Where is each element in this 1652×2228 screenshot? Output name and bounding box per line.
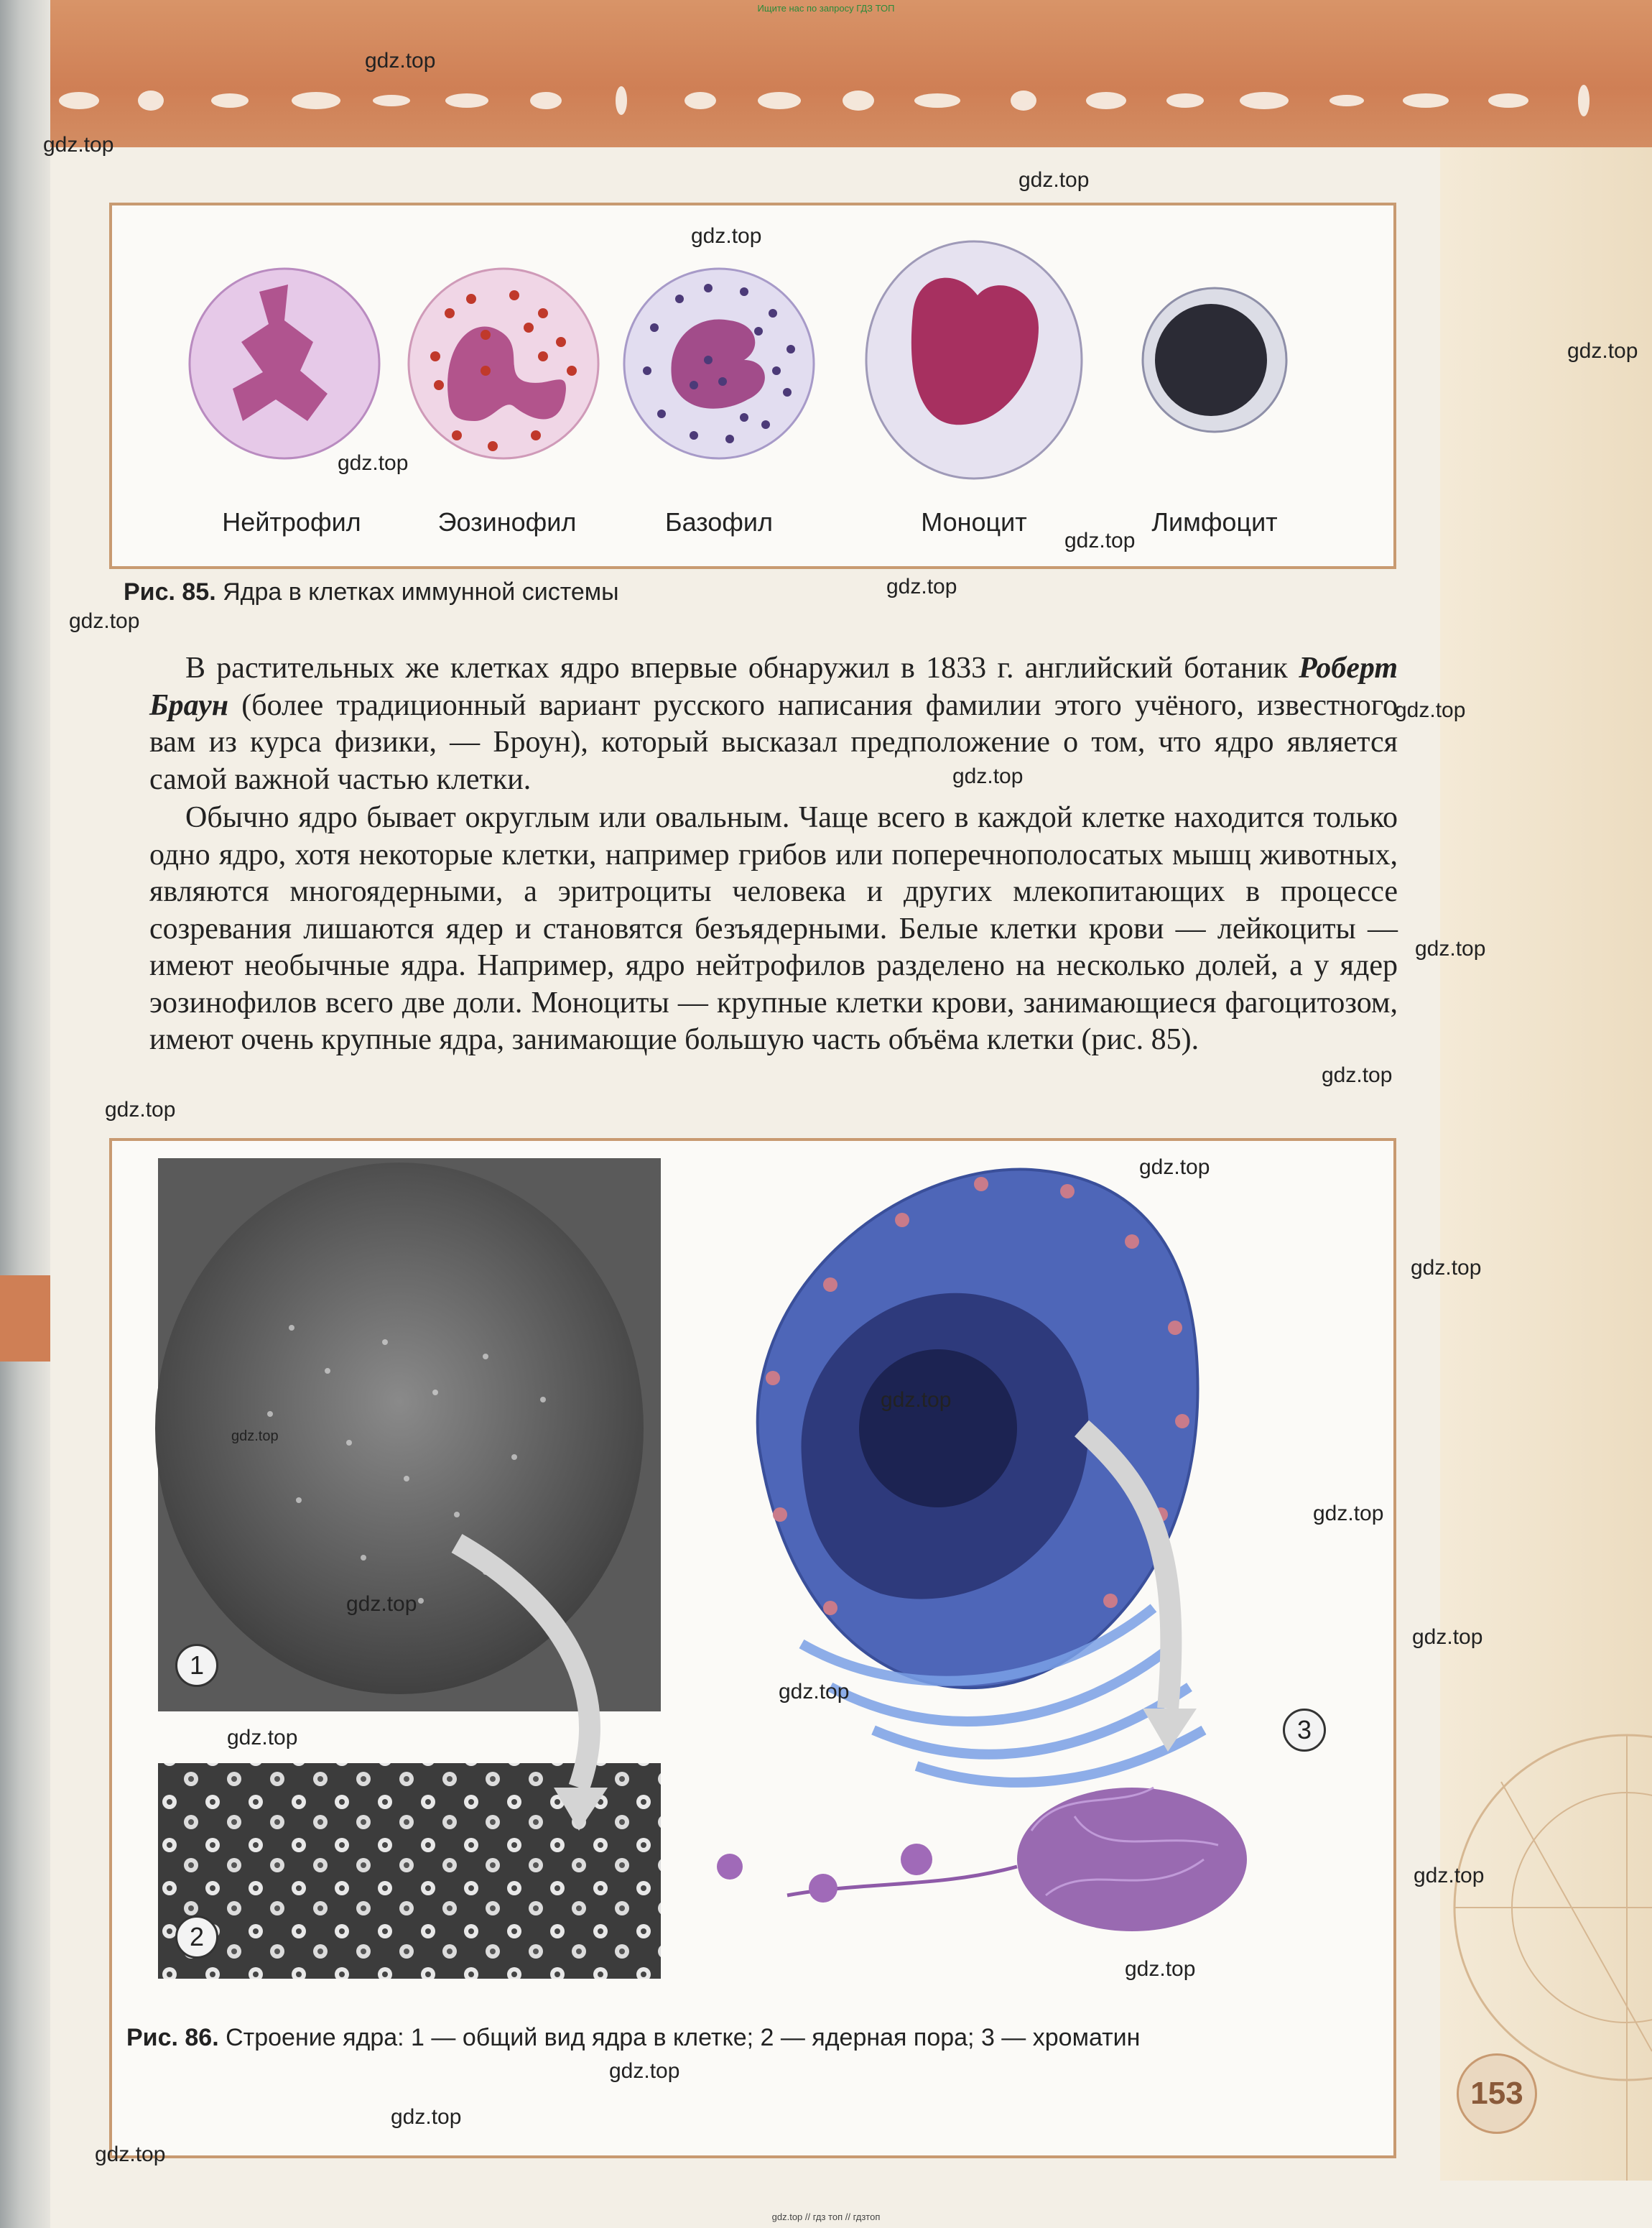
- gutter-tab: [0, 1275, 50, 1362]
- watermark: gdz.top: [1139, 1155, 1210, 1179]
- lymphocyte-cell: [1143, 288, 1286, 432]
- watermark: gdz.top: [1411, 1256, 1482, 1280]
- watermark: gdz.top: [391, 2105, 462, 2129]
- watermark: gdz.top: [1567, 339, 1638, 363]
- watermark: gdz.top: [1322, 1063, 1393, 1087]
- cell-label-monocyte: Моноцит: [921, 507, 1027, 537]
- eosinophil-cell: [409, 269, 598, 458]
- label-1: 1: [175, 1644, 218, 1687]
- cell-label-basophil: Базофил: [664, 507, 774, 537]
- watermark: gdz.top: [105, 1098, 176, 1122]
- watermark: gdz.top: [881, 1388, 952, 1412]
- watermark: gdz.top: [1414, 1864, 1485, 1887]
- figure-85: [109, 203, 1396, 569]
- watermark: gdz.top: [886, 575, 957, 598]
- monocyte-cell: [866, 241, 1082, 479]
- paragraph-1: [149, 650, 1398, 798]
- page-number: 153: [1457, 2053, 1537, 2134]
- watermark: gdz.top: [231, 1428, 279, 1444]
- animal-silhouettes: [0, 0, 1652, 147]
- cell-label-eosinophil: Эозинофил: [437, 507, 577, 537]
- cell-label-neutrophil: Нейтрофил: [222, 507, 361, 537]
- watermark: gdz.top: [1018, 168, 1090, 192]
- watermark: gdz.top: [365, 49, 436, 73]
- watermark: gdz.top: [1395, 698, 1466, 722]
- watermark: gdz.top: [1313, 1502, 1384, 1525]
- caption-number: Рис. 86.: [126, 2024, 219, 2051]
- watermark: gdz.top: [691, 224, 762, 248]
- watermark: gdz.top: [1415, 937, 1486, 961]
- watermark: gdz.top: [43, 133, 114, 157]
- header-band: [0, 0, 1652, 147]
- watermark: gdz.top: [779, 1680, 850, 1704]
- chromatin-drawing: [717, 1788, 1247, 1931]
- top-notice: Ищите нас по запросу ГДЗ ТОП: [757, 3, 895, 14]
- figure-85-caption: [124, 578, 619, 606]
- basophil-cell: [624, 269, 814, 458]
- label-2: 2: [175, 1915, 218, 1959]
- watermark: gdz.top: [1125, 1957, 1196, 1981]
- book-gutter: [0, 0, 50, 2228]
- caption-text: Строение ядра: 1 — общий вид ядра в клетке; 2 — ядерная пора; 3 — хроматин: [218, 2024, 1141, 2051]
- label-3: 3: [1283, 1709, 1326, 1752]
- watermark: gdz.top: [1064, 529, 1136, 553]
- nucleus-structure-illustration: [112, 1141, 1393, 2155]
- watermark: gdz.top: [95, 2143, 166, 2166]
- robert-brown-name: Роберт Браун: [149, 652, 1398, 722]
- paragraph-1-text-b: (более традиционный вариант русского написания фамилии этого учёного, известного вам из курса физики, — Броун), который высказал предположение о том, что ядро является самой важной частью клетки.: [149, 688, 1398, 796]
- paragraph-2-text: Обычно ядро бывает округлым или овальным. Чаще всего в каждой клетке находится только одно ядро, хотя некоторые клетки, например грибов или поперечнополосатых мышц животных, являются многоядерными, а эритроциты человека и других млекопитающих в процессе созревания лишаются ядер и становятся безъядерными. Белые клетки крови — лейкоциты — имеют необычные ядра. Например, ядро нейтрофилов разделено на несколько долей, а у ядер эозинофилов всего две доли. Моноциты — крупные клетки крови, занимающиеся фагоцитозом, имеют очень крупные ядра, занимающие большую часть объёма клетки (рис. 85).: [149, 801, 1398, 1056]
- caption-number: Рис. 85.: [124, 578, 216, 606]
- paragraph-1-text-a: В растительных же клетках ядро впервые обнаружил в 1833 г. английский ботаник: [185, 652, 1299, 685]
- watermark: gdz.top: [227, 1726, 298, 1749]
- figure-86: [109, 1138, 1396, 2158]
- cell-label-lymphocyte: Лимфоцит: [1151, 507, 1278, 537]
- watermark: gdz.top: [952, 764, 1024, 788]
- figure-86-caption: [126, 2024, 1140, 2052]
- watermark: gdz.top: [1412, 1625, 1483, 1649]
- watermark: gdz.top: [346, 1592, 417, 1616]
- footer-text: gdz.top // гдз топ // гдзтоп: [771, 2211, 881, 2222]
- watermark: gdz.top: [338, 451, 409, 475]
- neutrophil-cell: [190, 269, 379, 458]
- paragraph-2: [149, 800, 1398, 1059]
- watermark: gdz.top: [609, 2059, 680, 2083]
- caption-text: Ядра в клетках иммунной системы: [215, 578, 619, 606]
- watermark: gdz.top: [69, 609, 140, 633]
